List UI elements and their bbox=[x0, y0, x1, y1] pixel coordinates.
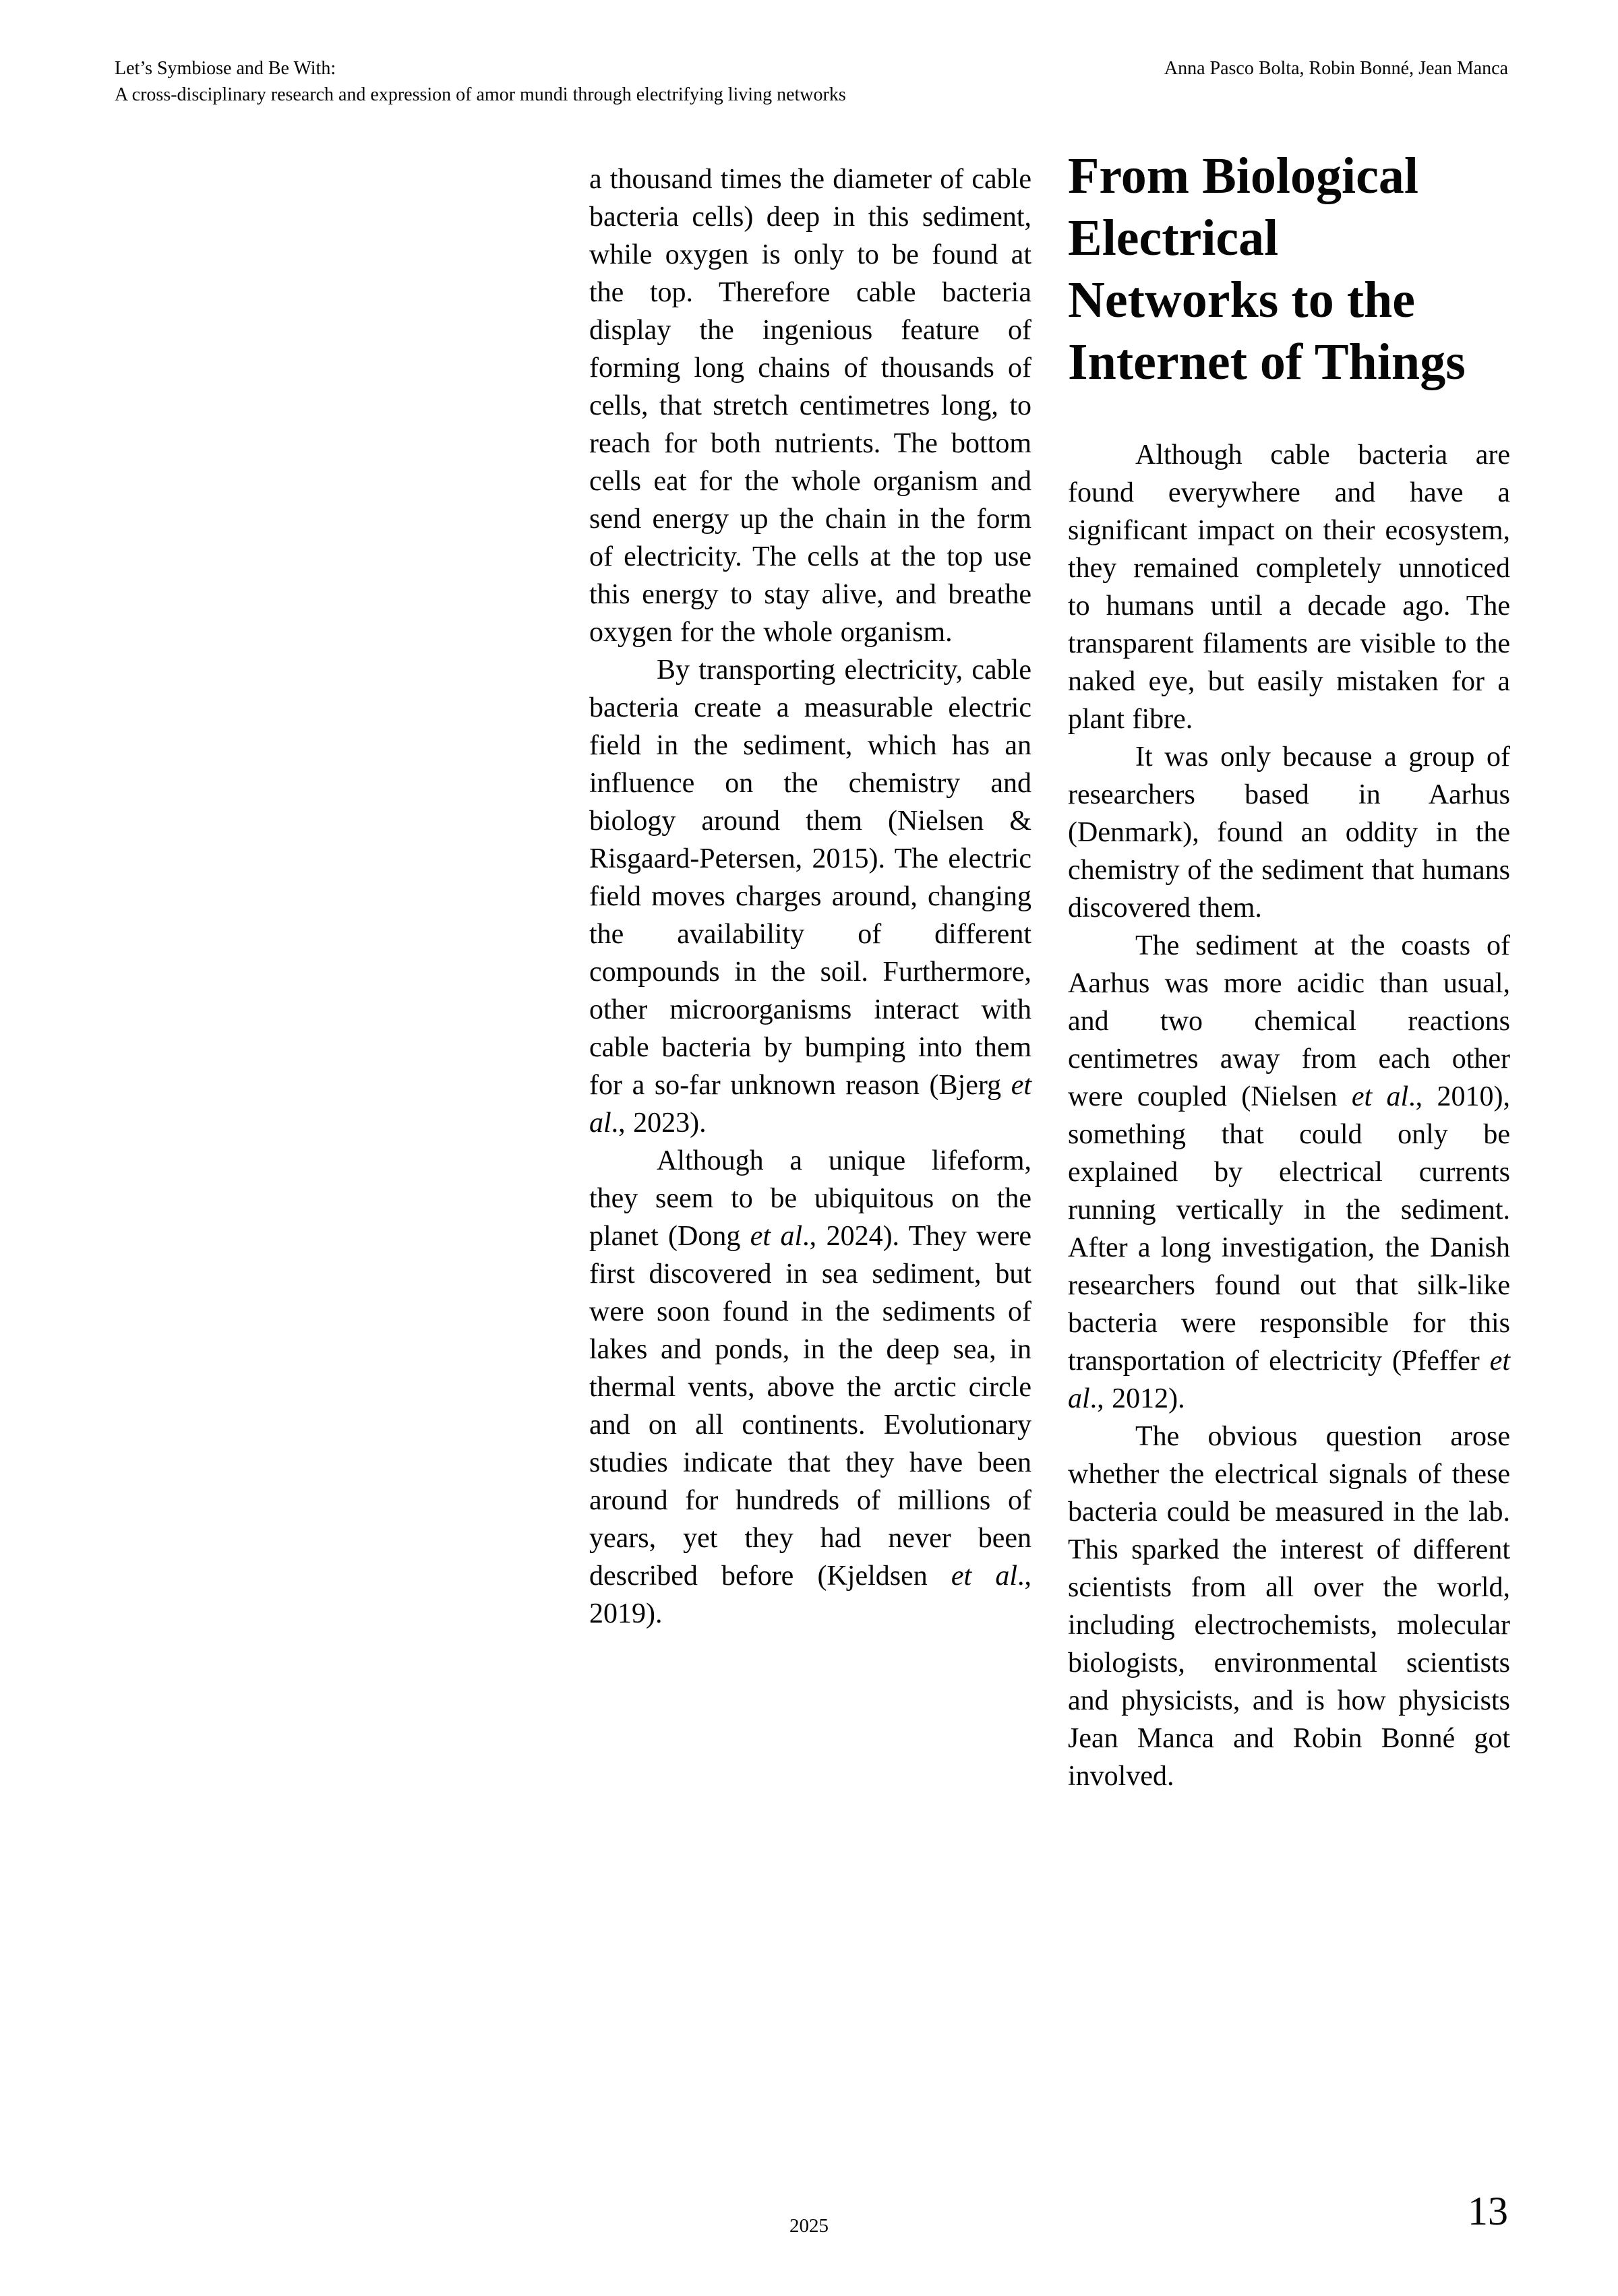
authors-line: Anna Pasco Bolta, Robin Bonné, Jean Manca bbox=[1164, 58, 1508, 79]
right-text-column bbox=[1068, 145, 1510, 1795]
running-header-left bbox=[115, 55, 846, 108]
paragraph-text: ., 2010), something that could only be explained by electrical currents running vertically in the sediment. After a long investigation, the Danish researchers found out that silk-like bacteria were responsible for this transportation of electricity (Pfeffer bbox=[1068, 1081, 1510, 1377]
paragraph-text: ., 2019). bbox=[589, 1561, 1031, 1629]
body-paragraph bbox=[589, 1142, 1031, 1633]
publication-title: Let’s Symbiose and Be With: bbox=[115, 58, 336, 79]
latin-term-italic: et al bbox=[1351, 1081, 1409, 1112]
heading-line: Internet of Things bbox=[1068, 334, 1466, 390]
body-paragraph bbox=[589, 651, 1031, 1142]
paragraph-text: By transporting electricity, cable bacteria create a measurable electric field in the sediment, which has an influence on the chemistry and biology around them (Nielsen & Risgaard-Petersen, 2015). The electric field moves charges around, changing the availability of different compounds in the soil. Furthermore, other microorganisms interact with cable bacteria by bumping into them for a so-far unknown reason (Bjerg bbox=[589, 655, 1031, 1101]
right-column-paragraphs bbox=[1068, 436, 1510, 1795]
page-number: 13 bbox=[1468, 2189, 1508, 2233]
heading-line: Networks to the bbox=[1068, 272, 1416, 328]
latin-term-italic: et al bbox=[1068, 1346, 1510, 1414]
paragraph-text: The sediment at the coasts of Aarhus was more acidic than usual, and two chemical reactions centimetres away from each other were coupled (Nielsen bbox=[1068, 930, 1510, 1112]
paragraph-text: It was only because a group of researchers based in Aarhus (Denmark), found an oddity in the chemistry of the sediment that humans discovered them. bbox=[1068, 742, 1510, 924]
section-heading bbox=[1068, 145, 1510, 393]
body-paragraph bbox=[1068, 436, 1510, 738]
body-paragraph bbox=[1068, 1418, 1510, 1795]
left-text-column bbox=[589, 160, 1031, 1633]
heading-line: From Biological bbox=[1068, 148, 1418, 204]
paragraph-text: ., 2023). bbox=[611, 1108, 707, 1139]
body-paragraph bbox=[589, 160, 1031, 651]
running-header-right bbox=[1164, 55, 1508, 82]
paragraph-text: ., 2012). bbox=[1089, 1383, 1185, 1414]
paragraph-text: The obvious question arose whether the electrical signals of these bacteria could be measured in the lab. This sparked the interest of different scientists from all over the world, including electrochemists, molecular biologists, environmental scientists and physicists, and is how physicists Jean Manca and Robin Bonné got involved. bbox=[1068, 1421, 1510, 1792]
publication-subtitle: A cross-disciplinary research and expression of amor mundi through electrifying living networks bbox=[115, 84, 846, 105]
body-paragraph bbox=[1068, 738, 1510, 927]
heading-line: Electrical bbox=[1068, 210, 1279, 266]
paragraph-text: Although a unique lifeform, they seem to be ubiquitous on the planet (Dong bbox=[589, 1145, 1031, 1252]
footer-year: 2025 bbox=[789, 2215, 829, 2237]
body-paragraph bbox=[1068, 927, 1510, 1418]
latin-term-italic: et al bbox=[750, 1221, 803, 1252]
paragraph-text: a thousand times the diameter of cable bacteria cells) deep in this sediment, while oxygen is only to be found at the top. Therefore cable bacteria display the ingenious feature of forming long chains of thousands of cells, that stretch centimetres long, to reach for both nutrients. The bottom cells eat for the whole organism and send energy up the chain in the form of electricity. The cells at the top use this energy to stay alive, and breathe oxygen for the whole organism. bbox=[589, 164, 1031, 648]
paragraph-text: ., 2024). They were first discovered in sea sediment, but were soon found in the sediments of lakes and ponds, in the deep sea, in thermal vents, above the arctic circle and on all continents. Evolutionary studies indicate that they have been around for hundreds of millions of years, yet they had never been described before (Kjeldsen bbox=[589, 1221, 1031, 1592]
paragraph-text: Although cable bacteria are found everywhere and have a significant impact on their ecosystem, they remained completely unnoticed to humans until a decade ago. The transparent filaments are visible to the naked eye, but easily mistaken for a plant fibre. bbox=[1068, 440, 1510, 735]
latin-term-italic: et al bbox=[589, 1070, 1031, 1139]
latin-term-italic: et al bbox=[951, 1561, 1017, 1592]
